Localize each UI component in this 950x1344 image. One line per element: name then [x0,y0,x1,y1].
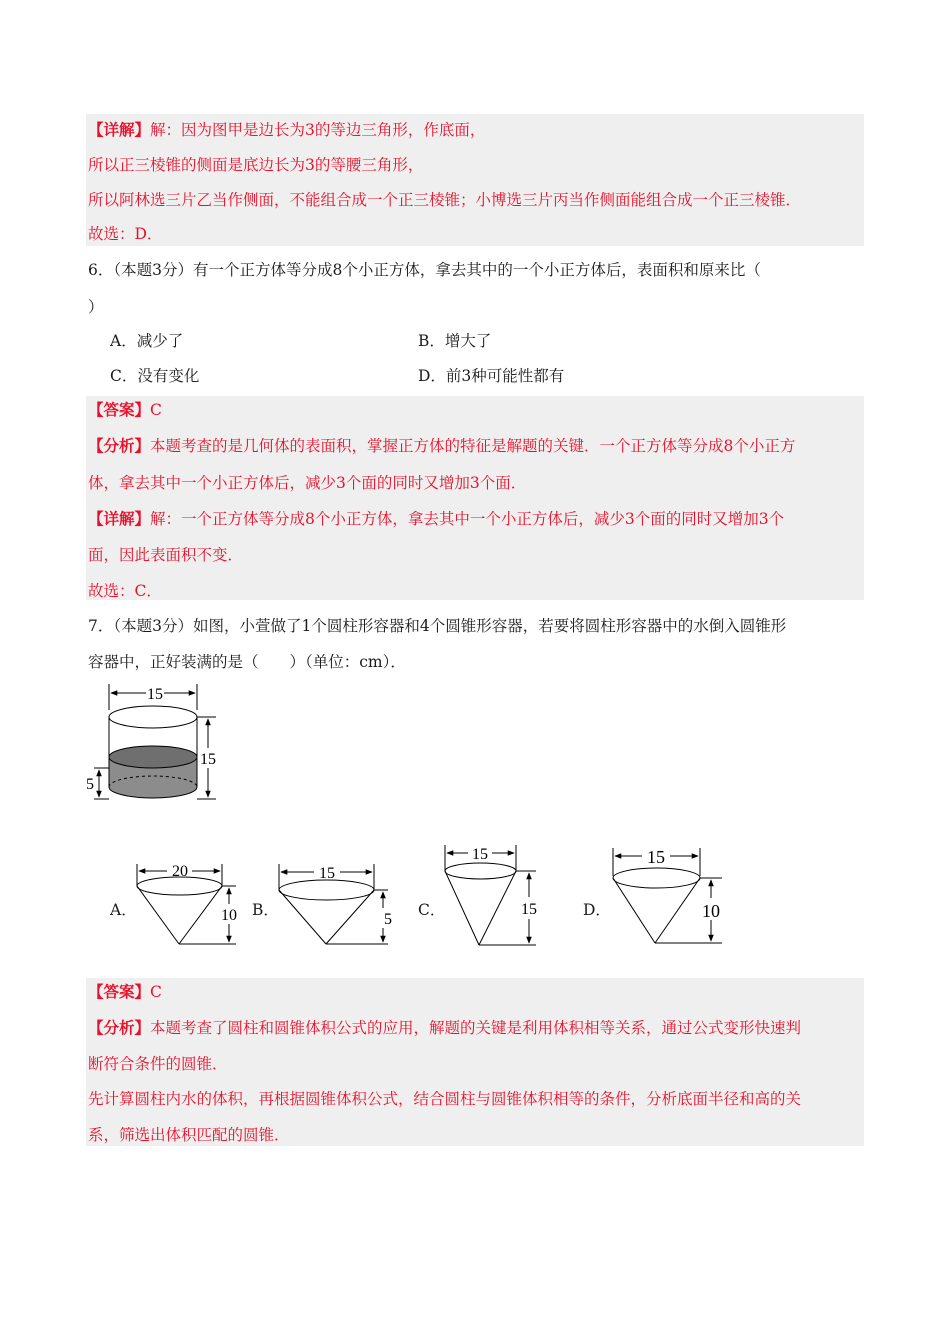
q6-analysis-line-1: 【分析】本题考查的是几何体的表面积，掌握正方体的特征是解题的关键．一个正方体等分成8个小正方 [88,436,796,455]
cone-d-height: 10 [702,901,720,921]
q6-option-c: C．没有变化 [110,367,200,385]
q7-answer: 【答案】C [88,982,162,1001]
q6-stem-line-1: 6．（本题3分）有一个正方体等分成8个小正方体，拿去其中的一个小正方体后，表面积和原来比（ [88,261,761,279]
cone-d-diameter: 15 [647,847,665,867]
detail-line-2: 所以正三棱锥的侧面是底边长为3的等腰三角形， [88,156,424,174]
cone-d-label: D． [583,901,611,919]
q7-stem-line-1: 7．（本题3分）如图，小萱做了1个圆柱形容器和4个圆锥形容器，若要将圆柱形容器中的水倒入圆锥形 [88,617,787,635]
cone-c-diameter: 15 [472,846,488,863]
cone-d-figure [604,846,729,950]
q6-detail-line-2: 面，因此表面积不变． [88,546,244,564]
q6-solution-block [86,396,864,600]
detail-line-4: 故选：D． [88,225,163,243]
q6-stem-line-2: ） [88,298,104,316]
cone-c-label: C． [418,901,446,919]
cylinder-diameter-label: 15 [147,686,163,703]
q6-answer: 【答案】C [88,400,162,419]
cylinder-water-label: 5 [86,776,94,793]
q7-analysis-line-4: 系，筛选出体积匹配的圆锥． [88,1126,290,1144]
cone-b-height: 5 [384,911,392,928]
cone-a-label: A． [110,901,137,919]
q6-choose: 故选：C． [88,582,162,600]
cone-a-figure [128,856,248,951]
q6-option-a: A．减少了 [110,332,184,350]
q7-analysis-line-1: 【分析】本题考查了圆柱和圆锥体积公式的应用，解题的关键是利用体积相等关系，通过公式变形快速判 [88,1018,802,1037]
q7-analysis-line-2: 断符合条件的圆锥． [88,1055,228,1073]
q6-detail-line-1: 【详解】解：一个正方体等分成8个小正方体，拿去其中一个小正方体后，减少3个面的同时又增加3个 [88,509,785,528]
q7-stem-line-2: 容器中，正好装满的是（ ）（单位：cm）． [88,653,406,671]
q6-option-d: D．前3种可能性都有 [418,367,565,385]
cylinder-height-label: 15 [200,751,216,768]
q6-analysis-line-2: 体，拿去其中一个小正方体后，减少3个面的同时又增加3个面． [88,474,527,492]
cone-a-height: 10 [221,907,237,924]
q6-option-b: B．增大了 [418,332,492,350]
cone-b-diameter: 15 [319,865,335,882]
cone-c-figure [436,843,546,950]
cone-a-diameter: 20 [172,863,188,880]
cone-c-height: 15 [521,901,537,918]
detail-line-3: 所以阿林选三片乙当作侧面，不能组合成一个正三棱锥；小博选三片丙当作侧面能组合成一个正三棱锥． [88,191,802,209]
q7-analysis-line-3: 先计算圆柱内水的体积，再根据圆锥体积公式，结合圆柱与圆锥体积相等的条件，分析底面半径和高的关 [88,1090,802,1108]
cylinder-figure [80,680,240,810]
cone-b-label: B． [252,901,279,919]
detail-line-1: 【详解】解：因为图甲是边长为3的等边三角形，作底面， [88,120,486,139]
cone-b-figure [270,858,395,950]
